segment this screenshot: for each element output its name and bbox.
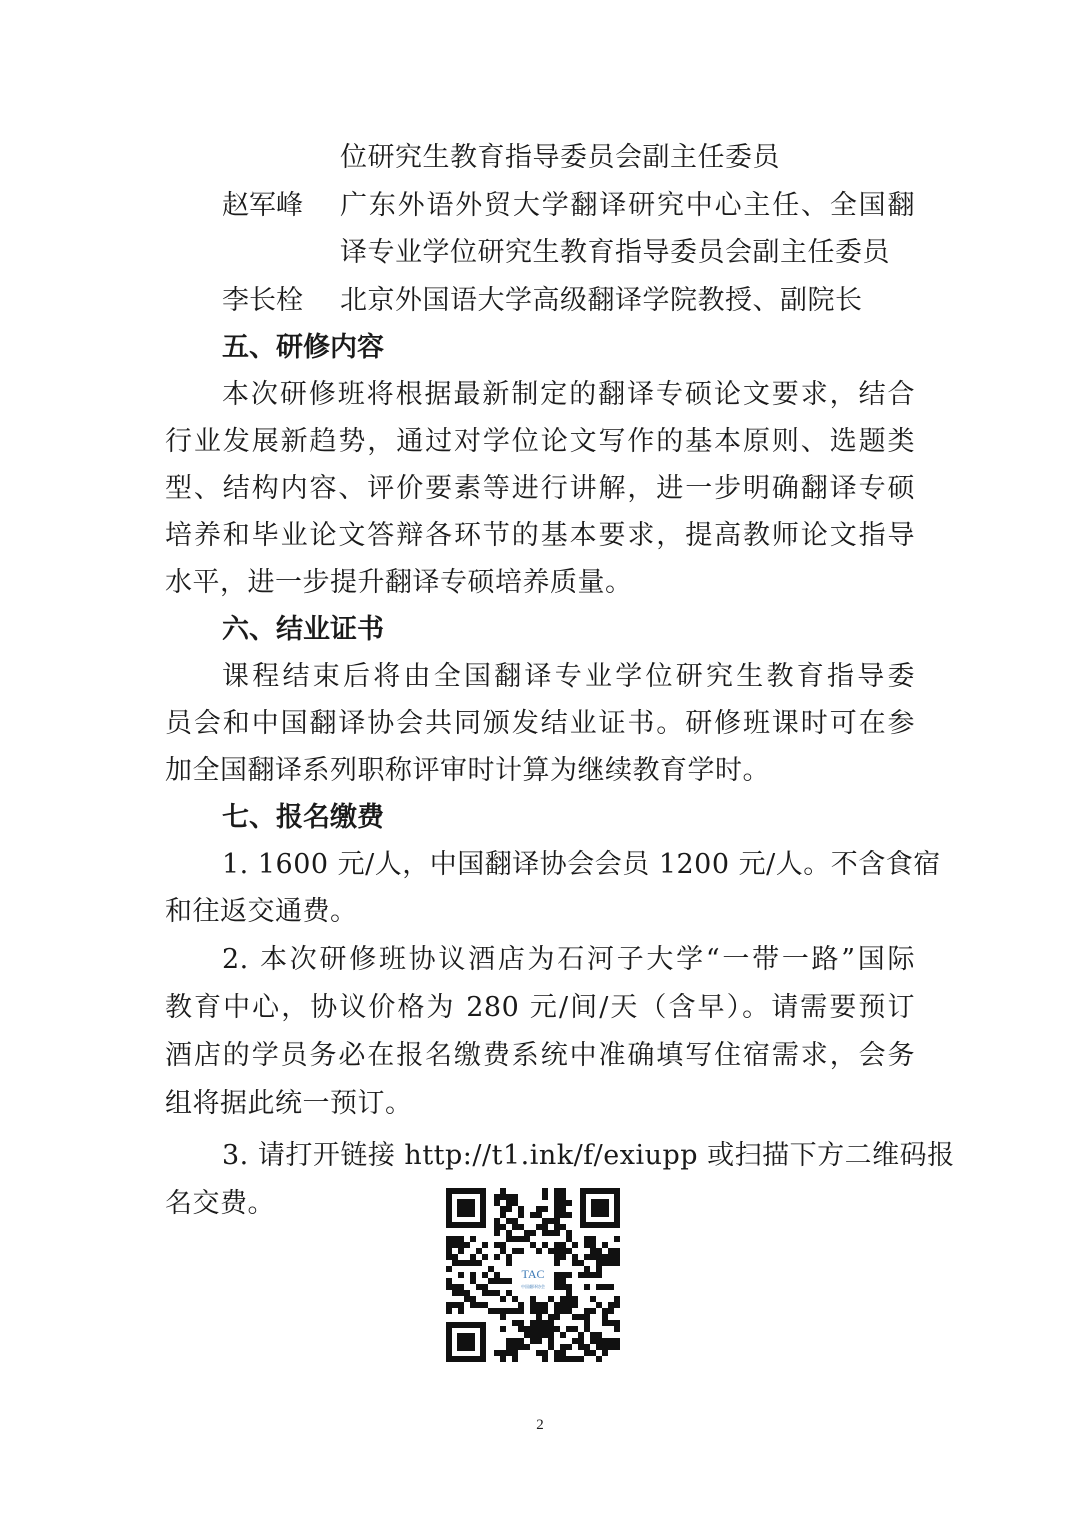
expert-desc-li-1: 北京外国语大学高级翻译学院教授、副院长 — [340, 285, 863, 316]
page-number: 2 — [536, 1417, 544, 1433]
section-5-heading: 五、研修内容 — [222, 332, 384, 363]
section-5-line: 型、结构内容、评价要素等进行讲解，进一步明确翻译专硕 — [165, 473, 915, 504]
fee-item-2-cont: 酒店的学员务必在报名缴费系统中准确填写住宿需求，会务 — [165, 1040, 915, 1071]
section-5-line: 本次研修班将根据最新制定的翻译专硕论文要求，结合 — [222, 379, 915, 410]
expert-name-zhao: 赵军峰 — [222, 190, 303, 221]
fee-item-3-cont: 名交费。 — [165, 1188, 275, 1219]
fee-item-1: 1. 1600 元/人，中国翻译协会会员 1200 元/人。不含食宿 — [222, 849, 941, 880]
fee-item-2-cont: 组将据此统一预订。 — [165, 1088, 413, 1119]
qr-code[interactable] — [444, 1186, 622, 1364]
expert-desc-zhao-2: 译专业学位研究生教育指导委员会副主任委员 — [340, 237, 890, 268]
qr-center-logo — [514, 1256, 552, 1294]
section-6-heading: 六、结业证书 — [222, 614, 384, 645]
expert-name-li: 李长栓 — [222, 285, 303, 316]
section-6-line: 加全国翻译系列职称评审时计算为继续教育学时。 — [165, 755, 770, 786]
fee-item-1-cont: 和往返交通费。 — [165, 896, 358, 927]
fee-item-3-link-text[interactable]: 3. 请打开链接 http://t1.ink/f/exiupp 或扫描下方二维码报 — [222, 1140, 955, 1171]
qr-logo-subtext: 中国翻译协会 — [521, 1284, 545, 1289]
section-5-line: 行业发展新趋势，通过对学位论文写作的基本原则、选题类 — [165, 426, 915, 457]
expert-desc-zhao-1: 广东外语外贸大学翻译研究中心主任、全国翻 — [340, 190, 915, 221]
expert-desc-continuation: 位研究生教育指导委员会副主任委员 — [340, 142, 780, 173]
fee-item-2-cont: 教育中心，协议价格为 280 元/间/天（含早）。请需要预订 — [165, 992, 915, 1023]
qr-logo-text: TAC — [521, 1267, 545, 1281]
section-5-line: 培养和毕业论文答辩各环节的基本要求，提高教师论文指导 — [165, 520, 915, 551]
section-6-line: 员会和中国翻译协会共同颁发结业证书。研修班课时可在参 — [165, 708, 915, 739]
section-5-line: 水平，进一步提升翻译专硕培养质量。 — [165, 567, 633, 598]
section-7-heading: 七、报名缴费 — [222, 802, 384, 833]
section-6-line: 课程结束后将由全国翻译专业学位研究生教育指导委 — [222, 661, 915, 692]
fee-item-2: 2. 本次研修班协议酒店为石河子大学“一带一路”国际 — [222, 944, 915, 975]
